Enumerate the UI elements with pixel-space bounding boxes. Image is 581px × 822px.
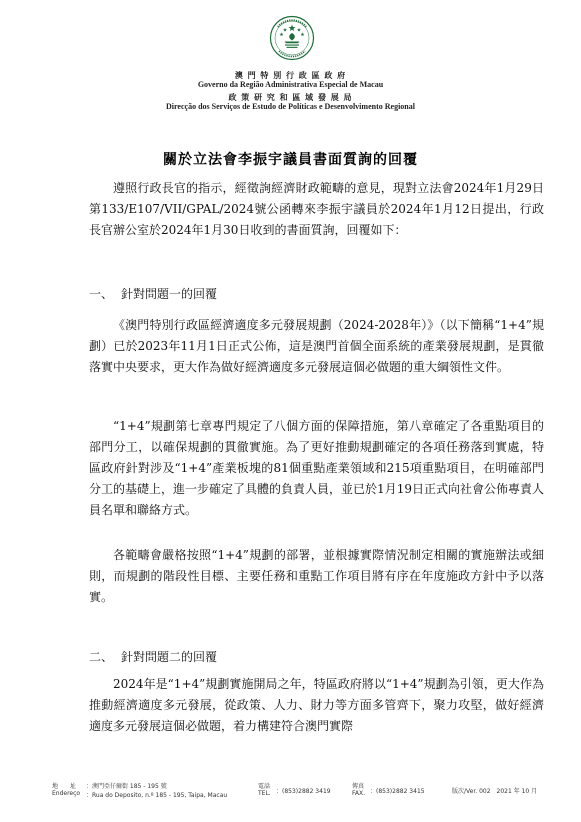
fax-label-portuguese: FAX. [352,790,366,797]
section1-paragraph: “1+4”規劃第七章專門規定了八個方面的保障措施，第八章確定了各重點項目的部門分工，以確保規劃的貫徹實施。為了更好推動規劃確定的各項任務落到實處，特區政府針對涉及“1+4”產業板塊的81個重點產業領域和215項重點項目，在明確部門分工的基礎上，進一步確定了具體的負責人員，並已於1月19日正式向社會公佈專責人員名單和聯絡方式。 [89,419,544,517]
section-heading-text: 針對問題一的回覆 [121,287,218,301]
section1-paragraph: 各範疇會嚴格按照“1+4”規劃的部署，並根據實際情況制定相關的實施辦法或細則，而規劃的階段性目標、主要任務和重點工作項目將有序在年度施政方針中予以落實。 [89,548,544,604]
section2-paragraph: 2024年是“1+4”規劃實施開局之年，特區政府將以“1+4”規劃為引領，更大作為推動經濟適度多元發展，從政策、人力、財力等方面多管齊下，聚力攻堅，做好經濟適度多元發展這個必做題，着力構建符合澳門實際 [89,677,544,733]
phone-label-portuguese: TEL. [258,790,271,797]
section-heading-1 [89,284,217,305]
address-label-portuguese: Endereço [52,790,81,797]
fax-label-chinese: 傳真 [352,783,365,790]
document-title: 關於立法會李振宇議員書面質詢的回覆 [163,152,418,168]
fax-number: ：(853)2882 3415 [370,788,425,795]
section-heading-text: 針對問題二的回覆 [121,650,218,664]
section-number: 一、 [89,287,114,301]
page-footer [0,777,581,807]
phone-label-chinese: 電話 [258,783,271,790]
section-number: 二、 [89,650,114,664]
macau-emblem-icon [269,15,315,61]
document-version: 版次/Ver. 002 2021 年 10 月 [452,788,538,795]
department-name-portuguese: Direcção dos Serviços de Estudo de Políticas e Desenvolvimento Regional [166,102,415,111]
intro-paragraph: 遵照行政長官的指示，經徵詢經濟財政範疇的意見，現對立法會2024年1月29日第133/E107/VII/GPAL/2024號公函轉來李振宇議員於2024年1月12日提出，行政長官辦公室於2024年1月30日收到的書面質詢，回覆如下： [89,181,544,237]
section1-paragraph: 《澳門特別行政區經濟適度多元發展規劃（2024-2028年）》（以下簡稱“1+4”規劃）已於2023年11月1日正式公佈，這是澳門首個全面系統的產業發展規劃，是貫徹落實中央要求，更大作為做好經濟適度多元發展這個必做題的重大綱領性文件。 [89,318,544,374]
address-portuguese: ：Rua do Deposito, n.º 185 - 195, Taipa, Macau [86,792,228,799]
government-name-chinese: 澳 門 特 別 行 政 區 政 府 [234,70,347,80]
address-chinese: ：澳門亞仔爾街 185 - 195 號 [86,783,167,790]
phone-number: ：(853)2882 3419 [276,788,331,795]
government-name-portuguese: Governo da Região Administrativa Especial de Macau [197,80,384,89]
section-heading-2 [89,647,217,668]
address-label-chinese: 地 址 [52,783,77,790]
department-name-chinese: 政 策 研 究 和 區 域 發 展 局 [228,92,353,102]
